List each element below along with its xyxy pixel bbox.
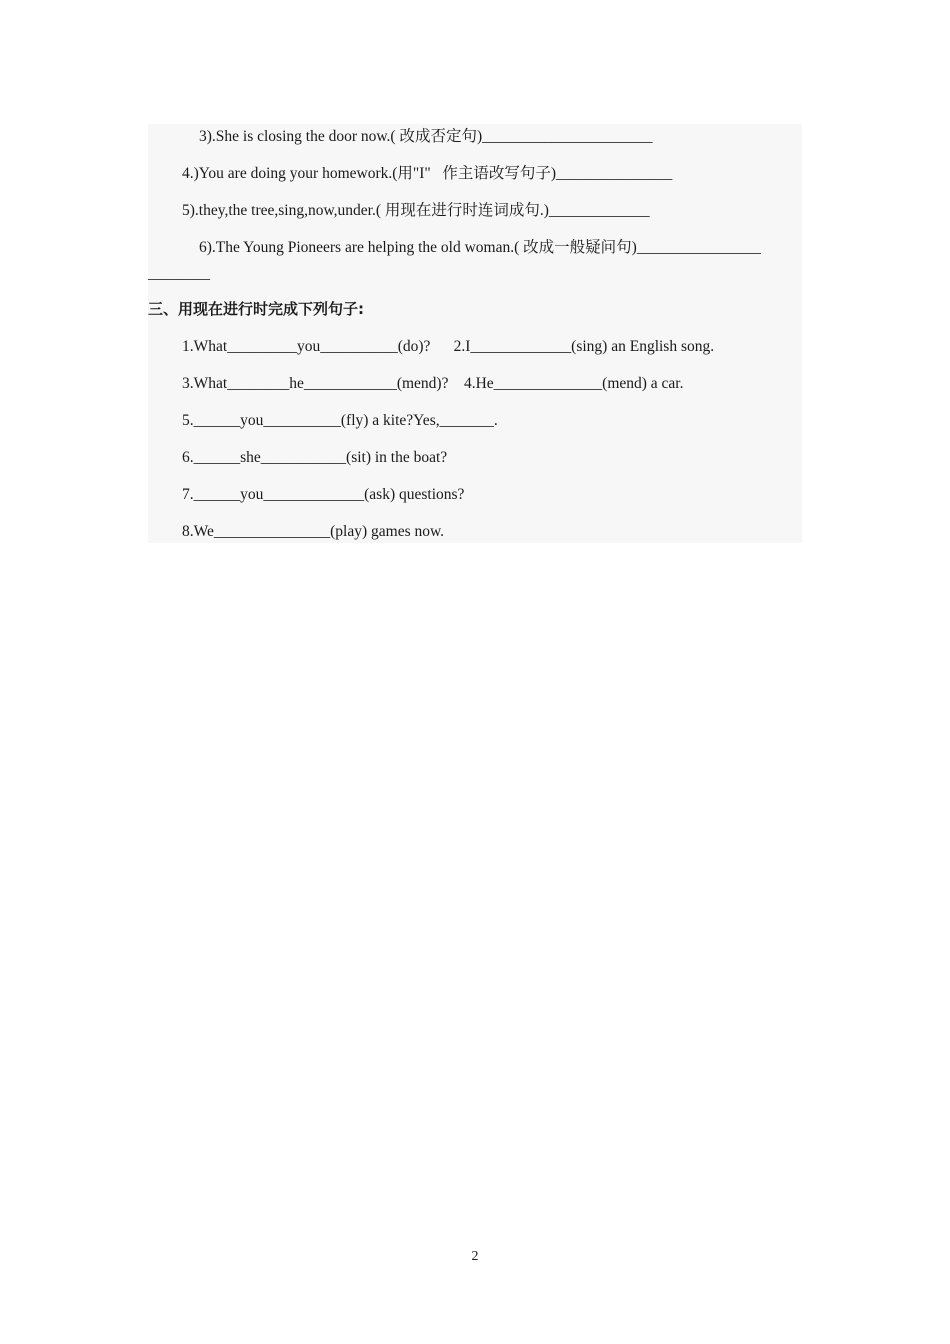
rewrite-item-4: 4.)You are doing your homework.(用"I" 作主语改写句子)_______________ [182, 165, 673, 182]
fill-in-item-7: 7.______you_____________(ask) questions? [182, 486, 465, 503]
worksheet-content [148, 124, 802, 543]
rewrite-item-5: 5).they,the tree,sing,now,under.( 用现在进行时连词成句.)_____________ [182, 202, 650, 219]
section-three-heading: 三、用现在进行时完成下列句子: [148, 300, 365, 318]
rewrite-item-6-continuation: ________ [148, 265, 210, 282]
rewrite-item-6: 6).The Young Pioneers are helping the old woman.( 改成一般疑问句)________________ [199, 239, 761, 256]
fill-in-item-1-2: 1.What_________you__________(do)? 2.I_____________(sing) an English song. [182, 338, 715, 355]
fill-in-item-5: 5.______you__________(fly) a kite?Yes,_______. [182, 412, 498, 429]
rewrite-item-3: 3).She is closing the door now.( 改成否定句)______________________ [199, 128, 653, 145]
page-number: 2 [471, 1249, 479, 1264]
fill-in-item-3-4: 3.What________he____________(mend)? 4.He______________(mend) a car. [182, 375, 684, 392]
fill-in-item-8: 8.We_______________(play) games now. [182, 523, 445, 540]
fill-in-item-6: 6.______she___________(sit) in the boat? [182, 449, 448, 466]
